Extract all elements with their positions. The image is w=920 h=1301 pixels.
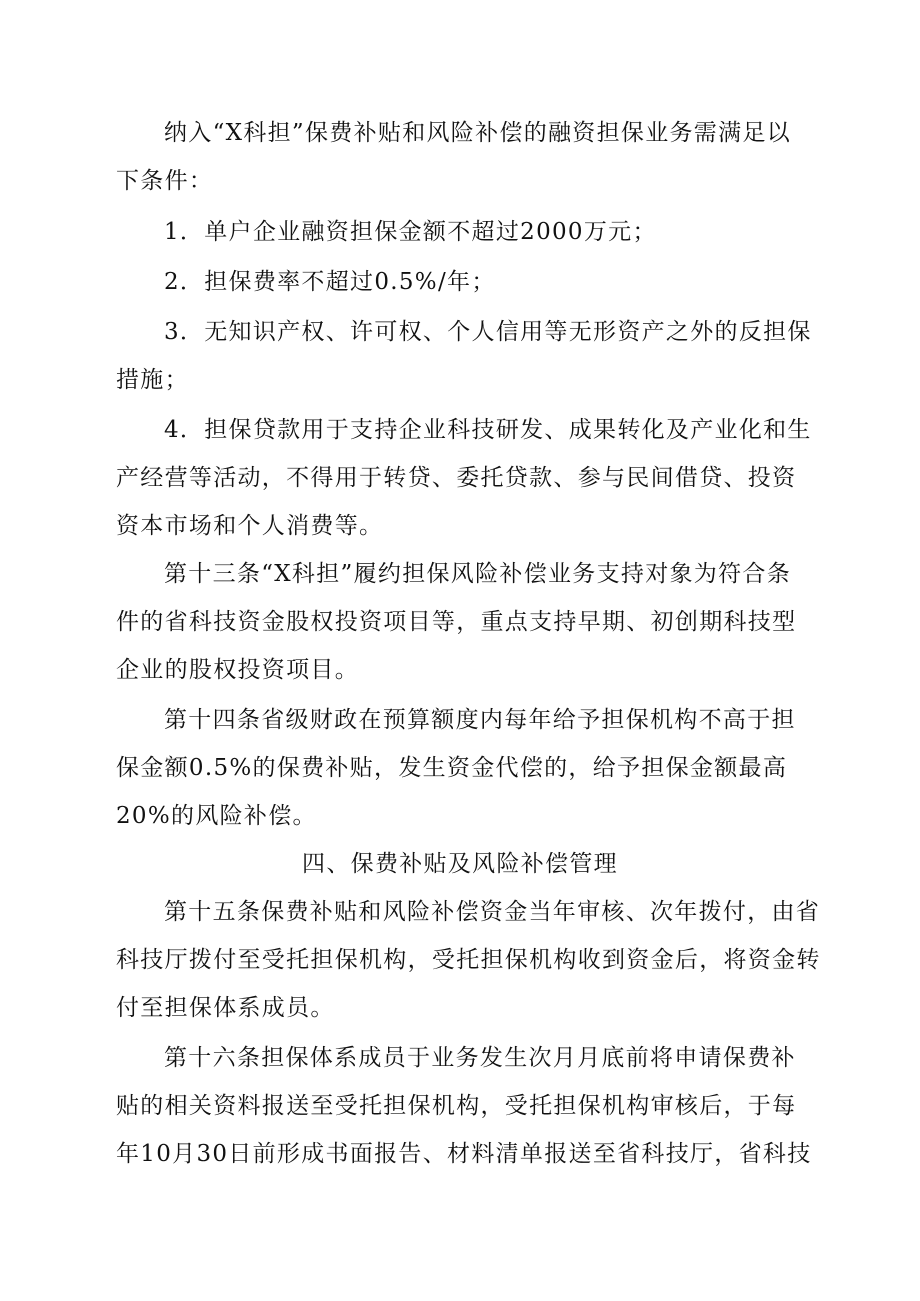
paragraph-line: 第十五条保费补贴和风险补偿资金当年审核、次年拨付，由省	[164, 899, 821, 925]
paragraph-line: 第十三条“X科担”履约担保风险补偿业务支持对象为符合条	[164, 561, 791, 587]
paragraph-line: 件的省科技资金股权投资项目等，重点支持早期、初创期科技型	[116, 609, 797, 635]
paragraph-line: 纳入“X科担”保费补贴和风险补偿的融资担保业务需满足以	[164, 120, 791, 146]
paragraph-line: 贴的相关资料报送至受托担保机构，受托担保机构审核后，于每	[116, 1093, 797, 1119]
paragraph-line: 年10月30日前形成书面报告、材料清单报送至省科技厅，省科技	[116, 1141, 812, 1167]
paragraph-line: 付至担保体系成员。	[116, 995, 335, 1021]
paragraph-line: 保金额0.5%的保费补贴，发生资金代偿的，给予担保金额最高	[116, 755, 788, 781]
paragraph-line: 科技厅拨付至受托担保机构，受托担保机构收到资金后，将资金转	[116, 947, 821, 973]
paragraph-line: 2．担保费率不超过0.5%/年；	[164, 269, 496, 295]
paragraph-line: 产经营等活动，不得用于转贷、委托贷款、参与民间借贷、投资	[116, 465, 797, 491]
paragraph-line: 下条件：	[116, 168, 214, 194]
paragraph-line: 第十四条省级财政在预算额度内每年给予担保机构不高于担	[164, 707, 796, 733]
section-heading: 四、保费补贴及风险补偿管理	[302, 851, 618, 877]
paragraph-line: 资本市场和个人消费等。	[116, 513, 384, 539]
paragraph-line: 3．无知识产权、许可权、个人信用等无形资产之外的反担保	[164, 319, 812, 345]
paragraph-line: 措施；	[116, 367, 189, 393]
paragraph-line: 企业的股权投资项目。	[116, 657, 359, 683]
paragraph-line: 4．担保贷款用于支持企业科技研发、成果转化及产业化和生	[164, 417, 812, 443]
paragraph-line: 20%的风险补偿。	[116, 803, 317, 829]
paragraph-line: 第十六条担保体系成员于业务发生次月月底前将申请保费补	[164, 1045, 796, 1071]
paragraph-line: 1．单户企业融资担保金额不超过2000万元；	[164, 219, 657, 245]
